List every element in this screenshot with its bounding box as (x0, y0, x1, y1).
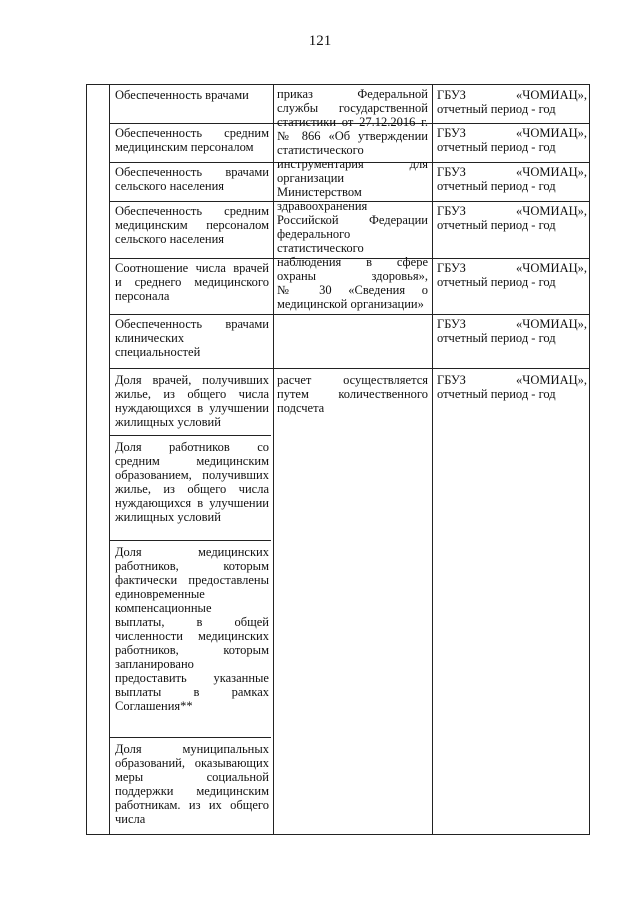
source-cell-line: отчетный период - год (437, 102, 556, 116)
indicators-table (86, 84, 590, 835)
method-cell-line: Российской Федерации (277, 213, 428, 227)
indicator-cell-line: жилье, из общего числа (115, 387, 269, 401)
source-cell-line: ГБУЗ «ЧОМИАЦ», (437, 317, 587, 331)
indicator-cell (115, 440, 269, 524)
method-cell-line: приказ Федеральной (277, 87, 428, 101)
method-cell-line: охраны здоровья», (277, 269, 428, 283)
source-cell (437, 126, 587, 154)
indicator-cell-line: медицинским персоналом (115, 140, 254, 154)
indicator-cell (115, 88, 269, 102)
indicator-cell-line: Соглашения** (115, 699, 193, 713)
source-cell-line: отчетный период - год (437, 331, 556, 345)
indicator-cell-line: Соотношение числа врачей (115, 261, 269, 275)
column-divider (273, 85, 274, 834)
indicator-cell-line: Обеспеченность средним (115, 204, 269, 218)
indicator-cell-line: специальностей (115, 345, 201, 359)
source-cell-line: ГБУЗ «ЧОМИАЦ», (437, 126, 587, 140)
indicator-cell-line: единовременные (115, 587, 205, 601)
source-cell (437, 317, 587, 345)
indicator-cell (115, 204, 269, 246)
source-cell-line: ГБУЗ «ЧОМИАЦ», (437, 165, 587, 179)
method-cell-line: № 30 «Сведения о (277, 283, 428, 297)
column-divider (109, 85, 110, 834)
method-cell-line: статистики от 27.12.2016 г. (277, 115, 428, 129)
indicator-cell-line: Обеспеченность врачами (115, 317, 269, 331)
indicator-cell-line: компенсационные (115, 601, 212, 615)
method-cell (277, 373, 428, 415)
source-cell-line: ГБУЗ «ЧОМИАЦ», (437, 261, 587, 275)
method-cell-line: инструментария для (277, 157, 428, 171)
indicator-cell-line: средним медицинским (115, 454, 269, 468)
indicator-cell-line: работников, которым (115, 643, 269, 657)
indicator-cell-line: Обеспеченность средним (115, 126, 269, 140)
source-cell-line: отчетный период - год (437, 275, 556, 289)
indicator-cell-line: работникам. из их общего (115, 798, 269, 812)
page-number: 121 (308, 33, 332, 49)
source-cell (437, 261, 587, 289)
method-cell-line: организации (277, 171, 345, 185)
indicator-cell-line: медицинским персоналом (115, 218, 269, 232)
indicator-cell-line: численности медицинских (115, 629, 269, 643)
indicator-cell-line: выплаты, в общей (115, 615, 269, 629)
group-divider (109, 368, 589, 369)
indicator-cell (115, 317, 269, 359)
method-cell-line: здравоохранения (277, 199, 368, 213)
method-cell-line: федерального (277, 227, 351, 241)
indicator-cell-line: выплаты в рамках (115, 685, 269, 699)
source-cell-line: отчетный период - год (437, 140, 556, 154)
indicator-cell-line: запланировано (115, 657, 194, 671)
indicator-cell-line: Доля врачей, получивших (115, 373, 269, 387)
indicator-cell-line: жилищных условий (115, 415, 221, 429)
indicator-cell-line: нуждающихся в улучшении (115, 401, 269, 415)
indicator-cell-line: Доля медицинских (115, 545, 269, 559)
method-cell-line: расчет осуществляется (277, 373, 428, 387)
indicator-cell-line: персонала (115, 289, 170, 303)
row-divider (109, 435, 271, 436)
method-cell-line: подсчета (277, 401, 325, 415)
source-cell (437, 88, 587, 116)
source-cell (437, 165, 587, 193)
indicator-cell-line: жилищных условий (115, 510, 221, 524)
indicator-cell (115, 545, 269, 713)
indicator-cell-line: Доля работников со (115, 440, 269, 454)
indicator-cell-line: меры социальной (115, 770, 269, 784)
method-cell (277, 87, 428, 311)
method-cell-line: службы государственной (277, 101, 428, 115)
method-cell-line: путем количественного (277, 387, 428, 401)
indicator-cell-line: числа (115, 812, 146, 826)
method-cell-line: статистического (277, 143, 364, 157)
indicator-cell-line: жилье, из общего числа (115, 482, 269, 496)
method-cell-line: Министерством (277, 185, 362, 199)
indicator-cell-line: сельского населения (115, 179, 225, 193)
method-cell-line: статистического (277, 241, 364, 255)
row-divider (109, 314, 589, 315)
indicator-cell-line: поддержки медицинским (115, 784, 269, 798)
indicator-cell-line: образований, оказывающих (115, 756, 269, 770)
indicator-cell-line: сельского населения (115, 232, 225, 246)
indicator-cell (115, 373, 269, 429)
indicator-cell-line: работников, которым (115, 559, 269, 573)
source-cell (437, 373, 587, 401)
source-cell-line: отчетный период - год (437, 218, 556, 232)
source-cell-line: ГБУЗ «ЧОМИАЦ», (437, 88, 587, 102)
indicator-cell (115, 261, 269, 303)
column-divider (432, 85, 433, 834)
source-cell (437, 204, 587, 232)
indicator-cell-line: клинических (115, 331, 185, 345)
row-divider (109, 737, 271, 738)
indicator-cell-line: Обеспеченность врачами (115, 88, 249, 102)
method-cell-line: медицинской организации» (277, 297, 424, 311)
source-cell-line: отчетный период - год (437, 179, 556, 193)
indicator-cell-line: предоставить указанные (115, 671, 269, 685)
indicator-cell-line: нуждающихся в улучшении (115, 496, 269, 510)
indicator-cell-line: Доля муниципальных (115, 742, 269, 756)
method-cell-line: № 866 «Об утверждении (277, 129, 428, 143)
source-cell-line: ГБУЗ «ЧОМИАЦ», (437, 204, 587, 218)
row-divider (109, 540, 271, 541)
indicator-cell-line: и среднего медицинского (115, 275, 269, 289)
source-cell-line: ГБУЗ «ЧОМИАЦ», (437, 373, 587, 387)
indicator-cell-line: образованием, получивших (115, 468, 269, 482)
method-cell-line: наблюдения в сфере (277, 255, 428, 269)
indicator-cell (115, 742, 269, 826)
indicator-cell-line: Обеспеченность врачами (115, 165, 269, 179)
indicator-cell-line: фактически предоставлены (115, 573, 269, 587)
source-cell-line: отчетный период - год (437, 387, 556, 401)
indicator-cell (115, 165, 269, 193)
indicator-cell (115, 126, 269, 154)
